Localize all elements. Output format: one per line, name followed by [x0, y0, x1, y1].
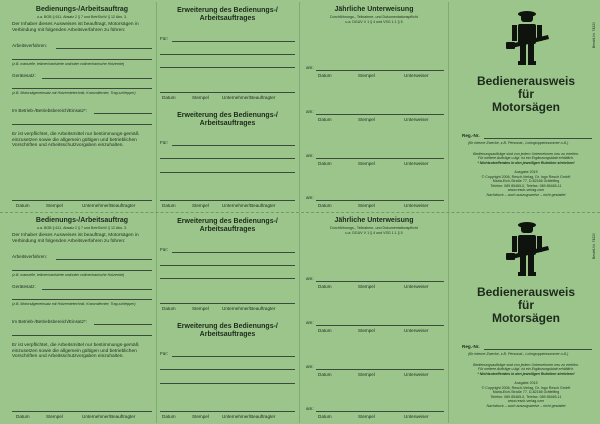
- unterweisung-sub1: Durchführungs-, Teilnahme- und Dokumentationspflicht: [330, 226, 418, 230]
- label-stempel: Stempel: [358, 414, 375, 419]
- cover-copyright: © Copyright 2006, Resch-Verlag, Dr. Ingo Resch GmbH: [481, 175, 571, 179]
- field-betrieb-label: Im Betrieb-/Betriebsbereich/Einsatz*:: [12, 319, 88, 324]
- label-datum: Datum: [318, 372, 332, 377]
- card-bottom: [0, 212, 600, 423]
- fold-line: [299, 213, 300, 423]
- unterweisung-sub2: u.a. DGUV V 1 § 4 und VSG 1.1 § 5: [345, 231, 403, 235]
- cover-panel: [452, 213, 600, 423]
- fold-line: [156, 213, 157, 423]
- label-stempel: Stempel: [358, 73, 375, 78]
- label-unternehmer: Unternehmer/Beauftragter: [82, 203, 136, 208]
- label-datum: Datum: [318, 203, 332, 208]
- label-stempel: Stempel: [358, 372, 375, 377]
- cover-title-line2: für: [518, 87, 534, 101]
- field-line[interactable]: [12, 335, 152, 336]
- field-fuer-line[interactable]: [172, 252, 295, 253]
- signature-line[interactable]: [12, 411, 152, 412]
- label-stempel: Stempel: [358, 161, 375, 166]
- cover-note1: Bedienungsaufträge sind von jedem Unternehmen neu zu erteilen.: [473, 363, 579, 367]
- signature-line[interactable]: [160, 303, 295, 304]
- unterweisung-title: Jährliche Unterweisung: [334, 6, 414, 13]
- cover-panel: [452, 2, 600, 212]
- reg-label: Reg.-Nr.: [462, 344, 480, 349]
- field-line[interactable]: [160, 278, 295, 279]
- label-stempel: Stempel: [358, 203, 375, 208]
- field-geraetesatz-line[interactable]: [42, 289, 152, 290]
- auftrag-title: Bedienungs-/Arbeitsauftrag: [35, 6, 129, 13]
- field-line[interactable]: [12, 88, 152, 89]
- reg-input[interactable]: [484, 138, 592, 139]
- fold-line: [299, 2, 300, 212]
- label-unternehmer: Unternehmer/Beauftragter: [82, 414, 136, 419]
- reg-hint: (für interne Zwecke, z.B. Personal-, Lohngruppennummer o.Ä.): [468, 141, 569, 145]
- label-datum: Datum: [162, 95, 176, 100]
- field-geraetesatz-hint: (z.B. Motorsägeneinsatz mit Holzerntetechnik, Kranvollernter, Trag-schlepper): [12, 91, 136, 95]
- label-datum: Datum: [162, 306, 176, 311]
- unterweisung-panel: [304, 2, 444, 212]
- cover-title-line2: für: [518, 298, 534, 312]
- cover-phone: Telefon: 089 85465-0, Telefax: 089 85465-11: [490, 183, 562, 188]
- signature-line[interactable]: [316, 200, 444, 201]
- unterweisung-title: Jährliche Unterweisung: [334, 217, 414, 224]
- cover-reprint: Nachdruck – auch auszugsweise – nicht gestattet: [486, 403, 566, 408]
- signature-line[interactable]: [316, 281, 444, 282]
- label-datum: Datum: [16, 414, 30, 419]
- field-geraetesatz-hint: (z.B. Motorsägeneinsatz mit Holzerntetechnik, Kranvollernter, Trag-schlepper): [12, 302, 136, 306]
- signature-line[interactable]: [316, 158, 444, 159]
- erweiterung-title: Erweiterung des Bedienungs-/ Arbeitsauftrages: [177, 7, 278, 22]
- label-unternehmer: Unternehmer/Beauftragter: [222, 306, 276, 311]
- cover-web: www.resch-verlag.com: [507, 399, 545, 404]
- label-fuer: Für:: [160, 140, 169, 145]
- fold-line: [448, 213, 449, 423]
- cover-title-line3: Motorsägen: [491, 100, 560, 114]
- unterweisung-sub2: u.a. DGUV V 1 § 4 und VSG 1.1 § 5: [345, 20, 403, 24]
- label-datum: Datum: [162, 414, 176, 419]
- field-geraetesatz-line[interactable]: [42, 78, 152, 79]
- label-unternehmer: Unternehmer/Beauftragter: [222, 203, 276, 208]
- field-fuer-line[interactable]: [172, 145, 295, 146]
- field-line[interactable]: [160, 265, 295, 266]
- fold-line: [156, 2, 157, 212]
- label-stempel: Stempel: [192, 95, 209, 100]
- label-unterweiser: Unterweiser: [404, 117, 429, 122]
- signature-line[interactable]: [160, 411, 295, 412]
- field-line[interactable]: [12, 59, 152, 60]
- label-stempel: Stempel: [192, 306, 209, 311]
- label-stempel: Stempel: [358, 284, 375, 289]
- auftrag-obligation: Er ist verpflichtet, die Arbeitsmittel nur bestimmungs-gemäß einzusetzen sowie die allgemein gültigen und betrieblichen Vorschriften und Arbeitsschutzvorgaben einzuhalten.: [12, 343, 139, 360]
- field-line[interactable]: [12, 299, 152, 300]
- label-datum: Datum: [16, 203, 30, 208]
- auftrag-panel: [12, 2, 152, 212]
- field-fuer-line[interactable]: [172, 41, 295, 42]
- cover-title-line1: Bedienerausweis: [476, 74, 576, 88]
- field-line[interactable]: [12, 124, 152, 125]
- label-stempel: Stempel: [358, 328, 375, 333]
- label-stempel: Stempel: [46, 203, 63, 208]
- field-line[interactable]: [12, 270, 152, 271]
- side-code: Bestell-Nr. 74220: [592, 22, 596, 49]
- cover-web: www.resch-verlag.com: [507, 188, 545, 193]
- auftrag-obligation: Er ist verpflichtet, die Arbeitsmittel nur bestimmungs-gemäß einzusetzen sowie die allgemein gültigen und betrieblichen Vorschriften und Arbeitsschutzvorgaben einzuhalten.: [12, 132, 139, 149]
- label-unterweiser: Unterweiser: [404, 414, 429, 419]
- reg-label: Reg.-Nr.: [462, 133, 480, 138]
- field-line[interactable]: [160, 158, 295, 159]
- label-unterweiser: Unterweiser: [404, 328, 429, 333]
- label-fuer: Für:: [160, 351, 169, 356]
- label-am: am:: [306, 195, 314, 200]
- label-am: am:: [306, 276, 314, 281]
- label-datum: Datum: [318, 73, 332, 78]
- field-betrieb-line[interactable]: [94, 113, 152, 114]
- field-betrieb-label: Im Betrieb-/Betriebsbereich/Einsatz*:: [12, 108, 88, 113]
- field-line[interactable]: [160, 383, 295, 384]
- label-unterweiser: Unterweiser: [404, 284, 429, 289]
- field-line[interactable]: [160, 67, 295, 68]
- signature-line[interactable]: [316, 114, 444, 115]
- cover-address: Maria-Eich-Straße 77, D-82166 Gräfelfing: [492, 390, 560, 395]
- signature-line[interactable]: [316, 411, 444, 412]
- side-code: Bestell-Nr. 74220: [592, 233, 596, 260]
- fold-line: [448, 2, 449, 212]
- auftrag-panel: [12, 213, 152, 423]
- auftrag-title: Bedienungs-/Arbeitsauftrag: [35, 217, 129, 224]
- field-geraetesatz-label: Gerätesatz:: [12, 284, 36, 289]
- label-fuer: Für:: [160, 36, 169, 41]
- label-unternehmer: Unternehmer/Beauftragter: [222, 95, 276, 100]
- label-datum: Datum: [318, 328, 332, 333]
- label-unterweiser: Unterweiser: [404, 372, 429, 377]
- card-top: [0, 2, 600, 212]
- label-unterweiser: Unterweiser: [404, 203, 429, 208]
- auftrag-intro: Der Inhaber dieses Ausweises ist beauftragt, Motorsägen in Verbindung mit folgenden Arbeitsverfahren zu führen:: [12, 22, 139, 33]
- label-unterweiser: Unterweiser: [404, 161, 429, 166]
- label-am: am:: [306, 320, 314, 325]
- cover-note3: * Nichtzutreffendes in den jeweiligen Rubriken streichen!: [477, 371, 575, 376]
- label-am: am:: [306, 109, 314, 114]
- field-fuer-line[interactable]: [172, 356, 295, 357]
- auftrag-intro: Der Inhaber dieses Ausweises ist beauftragt, Motorsägen in Verbindung mit folgenden Arbeitsverfahren zu führen:: [12, 233, 139, 244]
- label-stempel: Stempel: [358, 117, 375, 122]
- label-am: am:: [306, 364, 314, 369]
- cover-note1: Bedienungsaufträge sind von jedem Unternehmen neu zu erteilen.: [473, 152, 579, 156]
- cover-note2: Für weitere Aufträge u.ägl. ist ein Ergänzungsblatt erhältlich.: [478, 367, 574, 372]
- field-arbeitsverfahren-label: Arbeitsverfahren:: [12, 254, 47, 259]
- cover-title-line3: Motorsägen: [491, 311, 560, 325]
- erweiterung-title: Erweiterung des Bedienungs-/ Arbeitsauftrages: [177, 218, 278, 233]
- chainsaw-operator-icon: [504, 8, 550, 66]
- label-am: am:: [306, 406, 314, 411]
- signature-line[interactable]: [316, 70, 444, 71]
- label-fuer: Für:: [160, 247, 169, 252]
- label-datum: Datum: [318, 117, 332, 122]
- unterweisung-panel: [304, 213, 444, 423]
- label-datum: Datum: [318, 414, 332, 419]
- field-arbeitsverfahren-label: Arbeitsverfahren:: [12, 43, 47, 48]
- field-arbeitsverfahren-line[interactable]: [56, 48, 152, 49]
- field-geraetesatz-label: Gerätesatz:: [12, 73, 36, 78]
- field-arbeitsverfahren-hint: (z.B. manuelle, teilmechanisierte und/oder vollmechanische Holzernte): [12, 273, 125, 277]
- cover-copyright: © Copyright 2006, Resch-Verlag, Dr. Ingo Resch GmbH: [481, 386, 571, 390]
- field-arbeitsverfahren-line[interactable]: [56, 259, 152, 260]
- signature-line[interactable]: [316, 325, 444, 326]
- cover-title-line1: Bedienerausweis: [476, 285, 576, 299]
- auftrag-ref: u.a. BGB § 611, Absatz 2 § 7 und BetrSichV § 12 Abs. 3.: [36, 15, 128, 19]
- label-am: am:: [306, 153, 314, 158]
- erweiterung-title: Erweiterung des Bedienungs-/ Arbeitsauftrages: [177, 323, 278, 338]
- label-datum: Datum: [318, 161, 332, 166]
- erweiterung-title: Erweiterung des Bedienungs-/ Arbeitsauftrages: [177, 112, 278, 127]
- cover-phone: Telefon: 089 85465-0, Telefax: 089 85465-11: [490, 394, 562, 399]
- label-datum: Datum: [318, 284, 332, 289]
- cover-address: Maria-Eich-Straße 77, D-82166 Gräfelfing: [492, 179, 560, 184]
- unterweisung-sub1: Durchführungs-, Teilnahme- und Dokumentationspflicht: [330, 15, 418, 19]
- label-stempel: Stempel: [192, 203, 209, 208]
- cover-note3: * Nichtzutreffendes in den jeweiligen Rubriken streichen!: [477, 160, 575, 165]
- erweiterung-panel: [160, 213, 295, 423]
- signature-line[interactable]: [12, 200, 152, 201]
- label-datum: Datum: [162, 203, 176, 208]
- field-arbeitsverfahren-hint: (z.B. manuelle, teilmechanisierte und/oder vollmechanische Holzernte): [12, 62, 125, 66]
- signature-line[interactable]: [160, 92, 295, 93]
- label-stempel: Stempel: [192, 414, 209, 419]
- cover-edition: Ausgabe 2015: [514, 170, 538, 174]
- reg-input[interactable]: [484, 349, 592, 350]
- cover-note2: Für weitere Aufträge u.ägl. ist ein Ergänzungsblatt erhältlich.: [478, 156, 574, 161]
- label-stempel: Stempel: [46, 414, 63, 419]
- field-line[interactable]: [160, 54, 295, 55]
- field-betrieb-line[interactable]: [94, 324, 152, 325]
- erweiterung-panel: [160, 2, 295, 212]
- field-line[interactable]: [160, 369, 295, 370]
- signature-line[interactable]: [160, 200, 295, 201]
- signature-line[interactable]: [316, 369, 444, 370]
- label-am: am:: [306, 65, 314, 70]
- field-line[interactable]: [160, 172, 295, 173]
- cover-edition: Ausgabe 2015: [514, 381, 538, 385]
- cover-reprint: Nachdruck – auch auszugsweise – nicht gestattet: [486, 192, 566, 197]
- label-unternehmer: Unternehmer/Beauftragter: [222, 414, 276, 419]
- label-unterweiser: Unterweiser: [404, 73, 429, 78]
- reg-hint: (für interne Zwecke, z.B. Personal-, Lohngruppennummer o.Ä.): [468, 352, 569, 356]
- chainsaw-operator-icon: [504, 219, 550, 277]
- auftrag-ref: u.a. BGB § 611, Absatz 2 § 7 und BetrSichV § 12 Abs. 3.: [36, 226, 128, 230]
